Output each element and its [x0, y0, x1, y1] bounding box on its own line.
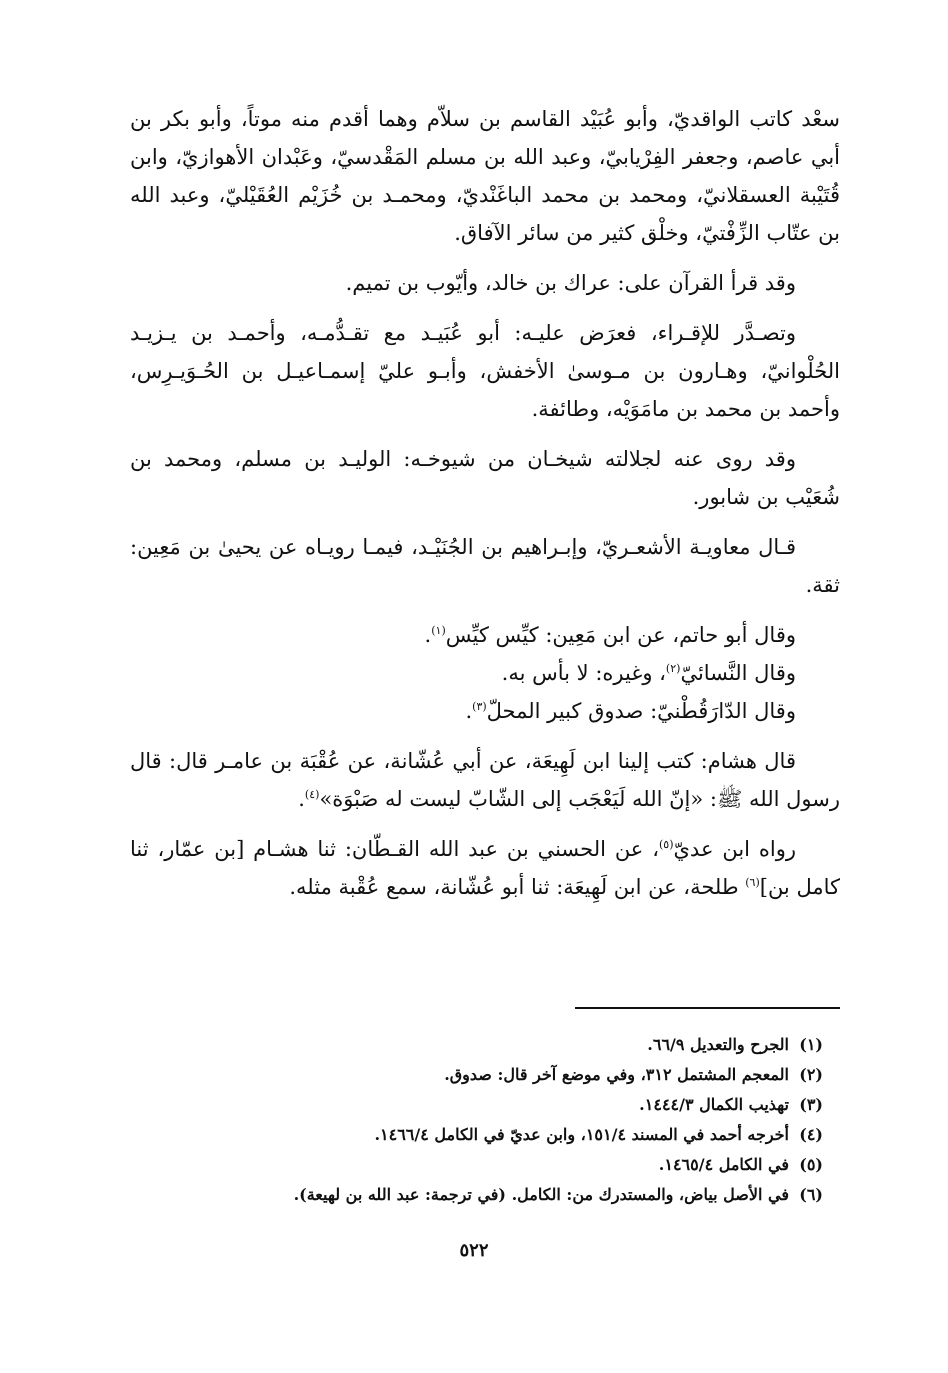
footnote-3: (٣)تهذيب الكمال ١٤٤٤/٣.	[639, 1095, 823, 1114]
footnote-ref-5[interactable]: (٥)	[658, 838, 674, 851]
footnote-1: (١)الجرح والتعديل ٦٦/٩.	[647, 1035, 823, 1054]
footnote-6: (٦)في الأصل بياض، والمستدرك من: الكامل. (في ترجمة: عبد الله بن لهيعة).	[293, 1185, 823, 1204]
footnotes	[133, 1030, 823, 1210]
footnote-2: (٢)المعجم المشتمل ٣١٢، وفي موضع آخر قال: صدوق.	[444, 1065, 823, 1084]
main-text	[130, 100, 840, 918]
paragraph-hadith: قال هشام: كتب إلينا ابن لَهِيعَة، عن أبي عُشّانة، عن عُقْبَة بن عامـر قال: قال رسول الله ﷺ: «إنّ الله لَيَعْجَب إلى الشّابّ ليست له صَبْوَة»$^{(٤)}$.	[130, 749, 840, 811]
paragraph-riwaya: رواه ابن عديّ$^{(٥)}$، عن الحسني بن عبد الله القـطّان: ثنا هشـام [بن عمّار، ثنا كامل بن]$^{(٦)}$ طلحة، عن ابن لَهِيعَة: ثنا أبو عُشّانة، سمع عُقْبة مثله.	[130, 837, 840, 899]
paragraph-thiqa: قـال معاويـة الأشعـريّ، وإبـراهيم بن الجُنَيْـد، فيمـا رويـاه عن يحيىٰ بن مَعِين: ثقة.	[130, 535, 840, 597]
critics-quotes	[130, 616, 840, 730]
footnote-ref-6[interactable]: (٦)	[745, 876, 760, 889]
quote-nasai: وقال النَّسائيّ$^{(٢)}$، وغيره: لا بأس به.	[501, 661, 796, 685]
footnote-ref-4[interactable]: (٤)	[304, 788, 320, 801]
footnote-ref-2[interactable]: (٢)	[665, 662, 681, 675]
paragraph-students: سعْد كاتب الواقديّ، وأبو عُبَيْد القاسم بن سلاّم وهما أقدم منه موتاً، وأبو بكر بن أبي عاصم، وجعفر الفِرْيابيّ، وعبد الله بن مسلم المَقْدسيّ، وعَبْدان الأهوازيّ، وابن قُتَيْبة العسقلانيّ، ومحمد بن محمد الباغَنْديّ، ومحمـد بن خُزَيْم العُقَيْليّ، وعبد الله بن عتّاب الزِّفْتيّ، وخلْق كثير من سائر الآفاق.	[130, 107, 841, 245]
quote-daraqutni: وقال الدّارَقُطْنيّ: صدوق كبير المحلّ$^{(٣)}$.	[465, 699, 796, 723]
footnote-4: (٤)أخرجه أحمد في المسند ١٥١/٤، وابن عديّ في الكامل ١٤٦٦/٤.	[374, 1125, 823, 1144]
footnote-5: (٥)في الكامل ١٤٦٥/٤.	[658, 1155, 823, 1174]
footnote-ref-3[interactable]: (٣)	[472, 700, 487, 713]
page-number: ٥٢٢	[459, 1240, 489, 1261]
quote-abu-hatim: وقال أبو حاتم، عن ابن مَعِين: كيِّس كيِّس$^{(١)}$.	[424, 623, 796, 647]
paragraph-narrators: وقد روى عنه لجلالته شيخـان من شيوخـه: الوليـد بن مسلم، ومحمد بن شُعَيْب بن شابور.	[130, 447, 840, 509]
footnote-separator	[575, 1007, 840, 1009]
footnote-ref-1[interactable]: (١)	[431, 624, 446, 637]
paragraph-quran-teachers: وقد قرأ القرآن على: عراك بن خالد، وأيّوب بن تميم.	[345, 271, 796, 295]
paragraph-iqra: وتصـدَّر للإقـراء، فعرَض عليـه: أبو عُبَيـد مع تقـدُّمـه، وأحمـد بن يـزيـد الحُلْوانيّ، وهـارون بن مـوسىٰ الأخفش، وأبـو عليّ إسمـاعيـل بن الحُـوَيـرِس، وأحمد بن محمد بن مامَوَيْه، وطائفة.	[130, 321, 840, 421]
